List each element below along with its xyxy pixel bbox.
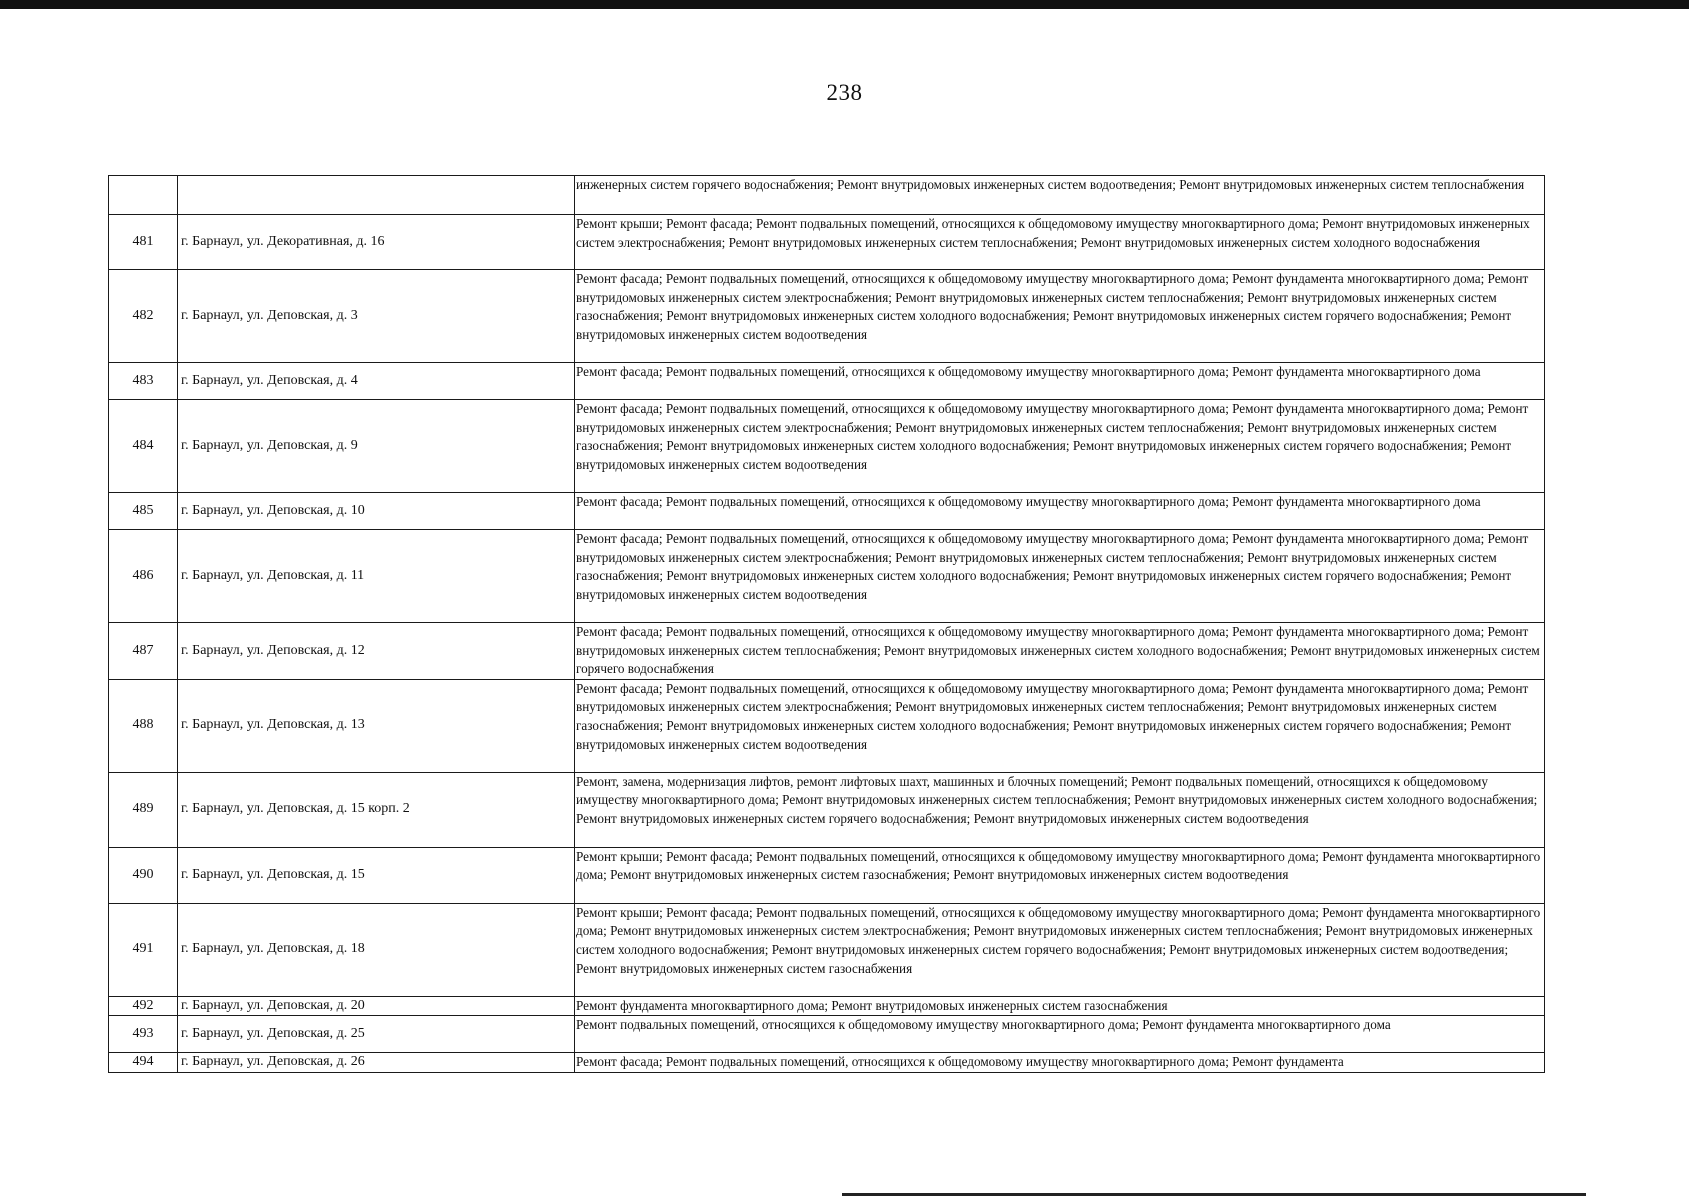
row-number: 493 bbox=[109, 1016, 178, 1053]
row-address: г. Барнаул, ул. Деповская, д. 10 bbox=[178, 493, 575, 530]
table-row bbox=[109, 493, 1545, 530]
row-number: 483 bbox=[109, 363, 178, 400]
row-works: Ремонт фасада; Ремонт подвальных помещений, относящихся к общедомовому имуществу многоквартирного дома; Ремонт фундамента многоквартирного дома; Ремонт внутридомовых инженерных систем электроснабжения; Ремонт внутридомовых инженерных систем теплоснабжения; Ремонт внутридомовых инженерных систем газоснабжения; Ремонт внутридомовых инженерных систем холодного водоснабжения; Ремонт внутридомовых инженерных систем горячего водоснабжения; Ремонт внутридомовых инженерных систем водоотведения bbox=[575, 679, 1545, 772]
table-row bbox=[109, 1016, 1545, 1053]
row-address: г. Барнаул, ул. Деповская, д. 4 bbox=[178, 363, 575, 400]
repair-works-table bbox=[108, 175, 1545, 1073]
row-number: 487 bbox=[109, 623, 178, 680]
table-row bbox=[109, 847, 1545, 903]
bottom-scan-line bbox=[842, 1193, 1586, 1196]
row-address bbox=[178, 176, 575, 215]
row-address: г. Барнаул, ул. Деповская, д. 20 bbox=[178, 996, 575, 1016]
table-row bbox=[109, 679, 1545, 772]
row-works: Ремонт крыши; Ремонт фасада; Ремонт подвальных помещений, относящихся к общедомовому имуществу многоквартирного дома; Ремонт внутридомовых инженерных систем электроснабжения; Ремонт внутридомовых инженерных систем теплоснабжения; Ремонт внутридомовых инженерных систем холодного водоснабжения bbox=[575, 215, 1545, 270]
row-works: Ремонт крыши; Ремонт фасада; Ремонт подвальных помещений, относящихся к общедомовому имуществу многоквартирного дома; Ремонт фундамента многоквартирного дома; Ремонт внутридомовых инженерных систем газоснабжения; Ремонт внутридомовых инженерных систем водоотведения bbox=[575, 847, 1545, 903]
row-works: Ремонт подвальных помещений, относящихся к общедомовому имуществу многоквартирного дома; Ремонт фундамента многоквартирного дома bbox=[575, 1016, 1545, 1053]
row-address: г. Барнаул, ул. Декоративная, д. 16 bbox=[178, 215, 575, 270]
row-works: Ремонт фундамента многоквартирного дома; Ремонт внутридомовых инженерных систем газоснабжения bbox=[575, 996, 1545, 1016]
row-address: г. Барнаул, ул. Деповская, д. 12 bbox=[178, 623, 575, 680]
row-address: г. Барнаул, ул. Деповская, д. 3 bbox=[178, 270, 575, 363]
row-number: 489 bbox=[109, 772, 178, 847]
table-row bbox=[109, 530, 1545, 623]
table-row bbox=[109, 363, 1545, 400]
table-row bbox=[109, 1053, 1545, 1073]
row-works: Ремонт фасада; Ремонт подвальных помещений, относящихся к общедомовому имуществу многоквартирного дома; Ремонт фундамента многоквартирного дома; Ремонт внутридомовых инженерных систем электроснабжения; Ремонт внутридомовых инженерных систем теплоснабжения; Ремонт внутридомовых инженерных систем газоснабжения; Ремонт внутридомовых инженерных систем холодного водоснабжения; Ремонт внутридомовых инженерных систем горячего водоснабжения; Ремонт внутридомовых инженерных систем водоотведения bbox=[575, 400, 1545, 493]
table-row bbox=[109, 996, 1545, 1016]
top-scan-border bbox=[0, 0, 1689, 9]
row-works: инженерных систем горячего водоснабжения; Ремонт внутридомовых инженерных систем водоотведения; Ремонт внутридомовых инженерных систем теплоснабжения bbox=[575, 176, 1545, 215]
row-address: г. Барнаул, ул. Деповская, д. 25 bbox=[178, 1016, 575, 1053]
row-number: 488 bbox=[109, 679, 178, 772]
row-address: г. Барнаул, ул. Деповская, д. 11 bbox=[178, 530, 575, 623]
row-number bbox=[109, 176, 178, 215]
table-row bbox=[109, 623, 1545, 680]
row-number: 482 bbox=[109, 270, 178, 363]
table-row bbox=[109, 772, 1545, 847]
row-number: 491 bbox=[109, 903, 178, 996]
row-works: Ремонт фасада; Ремонт подвальных помещений, относящихся к общедомовому имуществу многоквартирного дома; Ремонт фундамента многоквартирного дома; Ремонт внутридомовых инженерных систем электроснабжения; Ремонт внутридомовых инженерных систем теплоснабжения; Ремонт внутридомовых инженерных систем газоснабжения; Ремонт внутридомовых инженерных систем холодного водоснабжения; Ремонт внутридомовых инженерных систем горячего водоснабжения; Ремонт внутридомовых инженерных систем водоотведения bbox=[575, 270, 1545, 363]
row-address: г. Барнаул, ул. Деповская, д. 13 bbox=[178, 679, 575, 772]
row-works: Ремонт фасада; Ремонт подвальных помещений, относящихся к общедомовому имуществу многоквартирного дома; Ремонт фундамента многоквартирного дома bbox=[575, 363, 1545, 400]
row-address: г. Барнаул, ул. Деповская, д. 18 bbox=[178, 903, 575, 996]
row-number: 492 bbox=[109, 996, 178, 1016]
row-address: г. Барнаул, ул. Деповская, д. 15 корп. 2 bbox=[178, 772, 575, 847]
page-number: 238 bbox=[826, 80, 863, 105]
row-address: г. Барнаул, ул. Деповская, д. 15 bbox=[178, 847, 575, 903]
row-number: 481 bbox=[109, 215, 178, 270]
row-number: 486 bbox=[109, 530, 178, 623]
row-works: Ремонт крыши; Ремонт фасада; Ремонт подвальных помещений, относящихся к общедомовому имуществу многоквартирного дома; Ремонт фундамента многоквартирного дома; Ремонт внутридомовых инженерных систем электроснабжения; Ремонт внутридомовых инженерных систем теплоснабжения; Ремонт внутридомовых инженерных систем холодного водоснабжения; Ремонт внутридомовых инженерных систем горячего водоснабжения; Ремонт внутридомовых инженерных систем водоотведения; Ремонт внутридомовых инженерных систем газоснабжения bbox=[575, 903, 1545, 996]
table-row bbox=[109, 215, 1545, 270]
row-works: Ремонт фасада; Ремонт подвальных помещений, относящихся к общедомовому имуществу многоквартирного дома; Ремонт фундамента многоквартирного дома; Ремонт внутридомовых инженерных систем теплоснабжения; Ремонт внутридомовых инженерных систем холодного водоснабжения; Ремонт внутридомовых инженерных систем горячего водоснабжения bbox=[575, 623, 1545, 680]
row-number: 485 bbox=[109, 493, 178, 530]
row-address: г. Барнаул, ул. Деповская, д. 26 bbox=[178, 1053, 575, 1073]
row-number: 494 bbox=[109, 1053, 178, 1073]
table-row bbox=[109, 903, 1545, 996]
table-row bbox=[109, 176, 1545, 215]
row-works: Ремонт фасада; Ремонт подвальных помещений, относящихся к общедомовому имуществу многоквартирного дома; Ремонт фундамента многоквартирного дома bbox=[575, 493, 1545, 530]
row-works: Ремонт фасада; Ремонт подвальных помещений, относящихся к общедомовому имуществу многоквартирного дома; Ремонт фундамента bbox=[575, 1053, 1545, 1073]
row-works: Ремонт фасада; Ремонт подвальных помещений, относящихся к общедомовому имуществу многоквартирного дома; Ремонт фундамента многоквартирного дома; Ремонт внутридомовых инженерных систем электроснабжения; Ремонт внутридомовых инженерных систем теплоснабжения; Ремонт внутридомовых инженерных систем газоснабжения; Ремонт внутридомовых инженерных систем холодного водоснабжения; Ремонт внутридомовых инженерных систем горячего водоснабжения; Ремонт внутридомовых инженерных систем водоотведения bbox=[575, 530, 1545, 623]
table-row bbox=[109, 270, 1545, 363]
row-number: 490 bbox=[109, 847, 178, 903]
row-works: Ремонт, замена, модернизация лифтов, ремонт лифтовых шахт, машинных и блочных помещений; Ремонт подвальных помещений, относящихся к общедомовому имуществу многоквартирного дома; Ремонт внутридомовых инженерных систем теплоснабжения; Ремонт внутридомовых инженерных систем холодного водоснабжения; Ремонт внутридомовых инженерных систем горячего водоснабжения; Ремонт внутридомовых инженерных систем водоотведения bbox=[575, 772, 1545, 847]
row-number: 484 bbox=[109, 400, 178, 493]
table-row bbox=[109, 400, 1545, 493]
row-address: г. Барнаул, ул. Деповская, д. 9 bbox=[178, 400, 575, 493]
